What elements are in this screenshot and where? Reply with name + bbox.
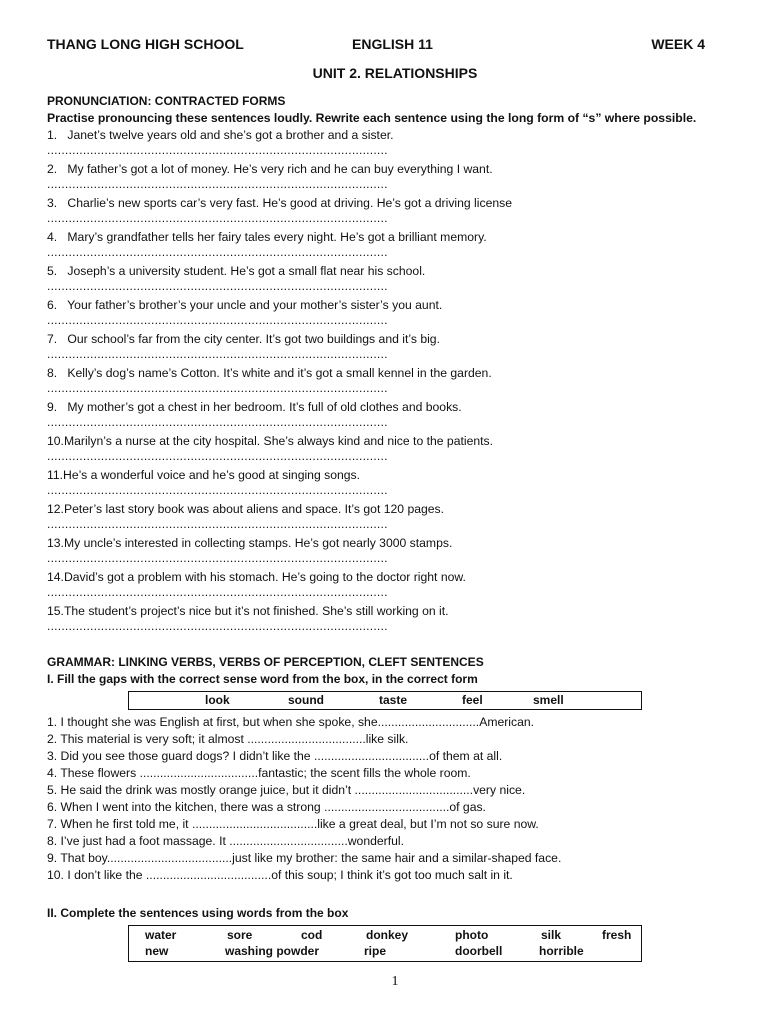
- item-number: 15.: [47, 604, 64, 618]
- answer-line[interactable]: ...............................................................................................: [47, 415, 388, 429]
- item-sentence: Janet’s twelve years old and she’s got a brother and a sister.: [67, 128, 394, 142]
- gap-item[interactable]: 8. I’ve just had a foot massage. It ...................................wonderful.: [47, 834, 404, 848]
- word-box-item: photo: [455, 928, 489, 942]
- word-box-item: cod: [301, 928, 323, 942]
- word-box-item: doorbell: [455, 944, 503, 958]
- answer-line[interactable]: ...............................................................................................: [47, 313, 388, 327]
- word-box-item: sound: [288, 693, 324, 707]
- answer-line[interactable]: ...............................................................................................: [47, 619, 388, 633]
- pronunciation-heading: PRONUNCIATION: CONTRACTED FORMS: [47, 94, 286, 108]
- list-item: [47, 229, 747, 263]
- item-number: 2.: [47, 162, 58, 176]
- item-number: 5.: [47, 264, 58, 278]
- part2-instruction: II. Complete the sentences using words from the box: [47, 906, 349, 920]
- part1-list: [47, 714, 747, 884]
- page-number: 1: [391, 974, 399, 989]
- page-header: [47, 36, 705, 54]
- word-box-item: fresh: [602, 928, 632, 942]
- word-box-item: sore: [227, 928, 253, 942]
- word-box-item: water: [145, 928, 177, 942]
- item-number: 12.: [47, 502, 64, 516]
- item-number: 13.: [47, 536, 64, 550]
- answer-line[interactable]: ...............................................................................................: [47, 245, 388, 259]
- item-sentence: David’s got a problem with his stomach. He’s going to the doctor right now.: [63, 570, 466, 584]
- gap-item[interactable]: 9. That boy.....................................just like my brother: the same hair and a similar-shaped face.: [47, 851, 562, 865]
- item-sentence: Joseph’s a university student. He’s got a small flat near his school.: [67, 264, 426, 278]
- list-item: [47, 161, 747, 195]
- list-item: [47, 399, 747, 433]
- item-number: 4.: [47, 230, 58, 244]
- list-item: [47, 603, 747, 637]
- item-sentence: Charlie’s new sports car’s very fast. He’s good at driving. He’s got a driving license: [67, 196, 512, 210]
- list-item: [47, 127, 747, 161]
- list-item: [47, 467, 747, 501]
- word-box-item: washing powder: [225, 944, 320, 958]
- gap-item[interactable]: 6. When I went into the kitchen, there was a strong .....................................of gas.: [47, 800, 486, 814]
- word-box-item: look: [205, 693, 230, 707]
- item-number: 10.: [47, 434, 64, 448]
- item-sentence: My uncle’s interested in collecting stamps. He’s got nearly 3000 stamps.: [63, 536, 453, 550]
- list-item: [47, 569, 747, 603]
- gap-item[interactable]: 4. These flowers ...................................fantastic; the scent fills the whole room.: [47, 766, 471, 780]
- gap-item[interactable]: 2. This material is very soft; it almost ...................................like silk.: [47, 732, 409, 746]
- subject-name: ENGLISH 11: [352, 36, 433, 52]
- item-number: 1.: [47, 128, 58, 142]
- answer-line[interactable]: ...............................................................................................: [47, 381, 388, 395]
- gap-item[interactable]: 7. When he first told me, it .....................................like a great deal, but I’m not so sure now.: [47, 817, 539, 831]
- item-sentence: The student’s project’s nice but it’s not finished. She’s still working on it.: [63, 604, 449, 618]
- list-item: [47, 365, 747, 399]
- pronunciation-instruction: Practise pronouncing these sentences loudly. Rewrite each sentence using the long form of “s” where possible.: [47, 111, 697, 125]
- list-item: [47, 535, 747, 569]
- word-box-item: feel: [462, 693, 483, 707]
- answer-line[interactable]: ...............................................................................................: [47, 585, 388, 599]
- word-box-item: silk: [541, 928, 562, 942]
- gap-item[interactable]: 5. He said the drink was mostly orange juice, but it didn’t ...................................very nice.: [47, 783, 526, 797]
- word-box-1: [128, 691, 642, 710]
- word-box-item: ripe: [364, 944, 387, 958]
- grammar-heading: GRAMMAR: LINKING VERBS, VERBS OF PERCEPTION, CLEFT SENTENCES: [47, 655, 484, 669]
- answer-line[interactable]: ...............................................................................................: [47, 517, 388, 531]
- answer-line[interactable]: ...............................................................................................: [47, 279, 388, 293]
- answer-line[interactable]: ...............................................................................................: [47, 483, 388, 497]
- item-number: 11.: [47, 468, 64, 482]
- list-item: [47, 263, 747, 297]
- list-item: [47, 501, 747, 535]
- word-box-item: smell: [533, 693, 564, 707]
- list-item: [47, 331, 747, 365]
- item-number: 8.: [47, 366, 58, 380]
- item-number: 7.: [47, 332, 58, 346]
- answer-line[interactable]: ...............................................................................................: [47, 177, 388, 191]
- gap-item[interactable]: 1. I thought she was English at first, but when she spoke, she..............................American.: [47, 715, 535, 729]
- item-sentence: Kelly’s dog’s name’s Cotton. It’s white and it’s got a small kennel in the garden.: [67, 366, 492, 380]
- item-sentence: My mother’s got a chest in her bedroom. It’s full of old clothes and books.: [67, 400, 462, 414]
- item-sentence: He’s a wonderful voice and he’s good at singing songs.: [63, 468, 361, 482]
- gap-item[interactable]: 3. Did you see those guard dogs? I didn’t like the ..................................of them at all.: [47, 749, 503, 763]
- item-sentence: Peter’s last story book was about aliens and space. It’s got 120 pages.: [63, 502, 445, 516]
- item-sentence: Our school’s far from the city center. It’s got two buildings and it’s big.: [67, 332, 440, 346]
- part1-instruction: I. Fill the gaps with the correct sense word from the box, in the correct form: [47, 672, 478, 686]
- word-box-item: new: [145, 944, 169, 958]
- word-box-2: [128, 925, 642, 962]
- item-number: 14.: [47, 570, 64, 584]
- item-number: 9.: [47, 400, 58, 414]
- list-item: [47, 195, 747, 229]
- item-sentence: Mary’s grandfather tells her fairy tales every night. He’s got a brilliant memory.: [67, 230, 487, 244]
- word-box-item: donkey: [366, 928, 409, 942]
- item-sentence: Your father’s brother’s your uncle and your mother’s sister’s you aunt.: [67, 298, 443, 312]
- pronunciation-list: [47, 127, 747, 637]
- word-box-item: horrible: [539, 944, 584, 958]
- word-box-item: taste: [379, 693, 408, 707]
- answer-line[interactable]: ...............................................................................................: [47, 347, 388, 361]
- answer-line[interactable]: ...............................................................................................: [47, 449, 388, 463]
- answer-line[interactable]: ...............................................................................................: [47, 143, 388, 157]
- answer-line[interactable]: ...............................................................................................: [47, 551, 388, 565]
- item-sentence: Marilyn’s a nurse at the city hospital. She’s always kind and nice to the patients.: [63, 434, 494, 448]
- list-item: [47, 297, 747, 331]
- week-label: WEEK 4: [651, 36, 705, 52]
- list-item: [47, 433, 747, 467]
- item-sentence: My father’s got a lot of money. He’s very rich and he can buy everything I want.: [67, 162, 493, 176]
- gap-item[interactable]: 10. I don’t like the .....................................of this soup; I think it’s got too much salt in it.: [47, 868, 513, 882]
- item-number: 6.: [47, 298, 58, 312]
- unit-title: UNIT 2. RELATIONSHIPS: [312, 65, 478, 81]
- school-name: THANG LONG HIGH SCHOOL: [47, 36, 244, 52]
- item-number: 3.: [47, 196, 58, 210]
- answer-line[interactable]: ...............................................................................................: [47, 211, 388, 225]
